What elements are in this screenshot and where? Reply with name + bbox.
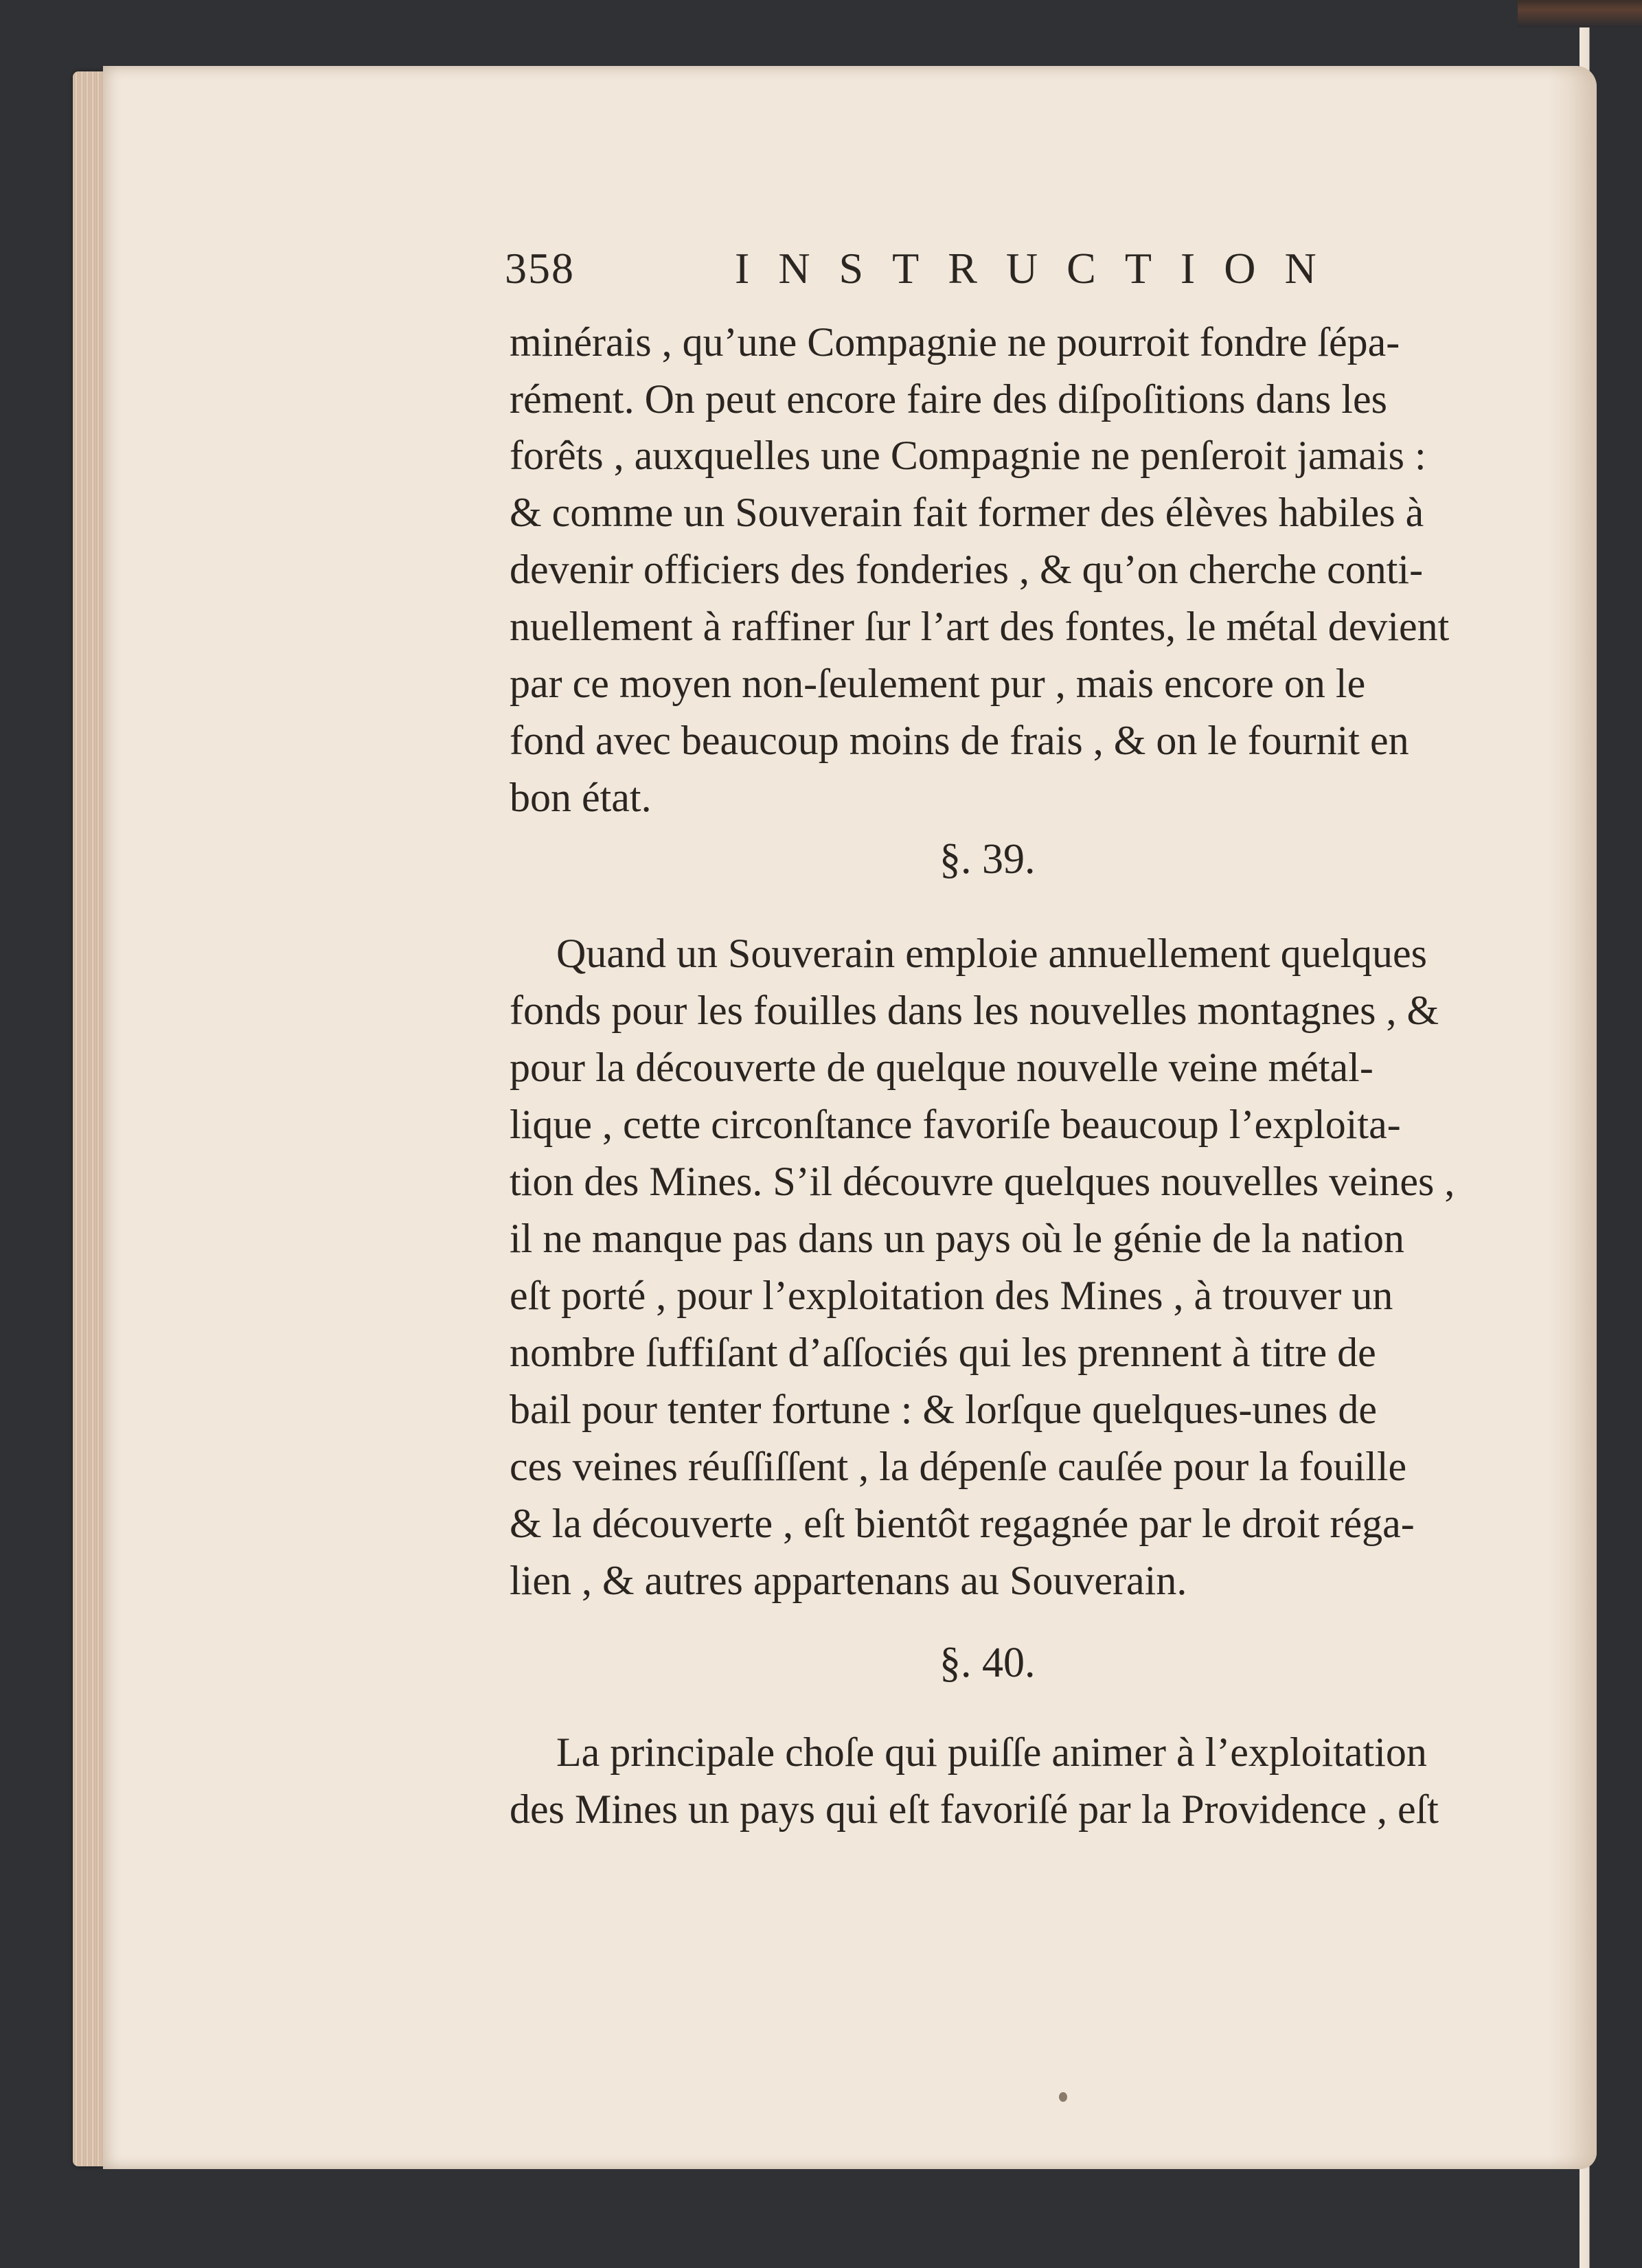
- text-line: lien , & autres appartenans au Souverain.: [510, 1558, 1187, 1603]
- text-line: La principale choſe qui puiſſe animer à l’exploitation: [556, 1730, 1427, 1775]
- gutter-shadow: [1549, 66, 1597, 2169]
- text-line: nuellement à raffiner ſur l’art des fontes, le métal devient: [510, 604, 1450, 649]
- book-cover-corner: [1518, 0, 1642, 27]
- text-line: forêts , auxquelles une Compagnie ne penſeroit jamais :: [510, 433, 1426, 478]
- text-line: nombre ſuffiſant d’aſſociés qui les prennent à titre de: [510, 1330, 1376, 1375]
- text-line: Quand un Souverain emploie annuellement quelques: [556, 931, 1427, 976]
- text-line: & comme un Souverain fait former des élèves habiles à: [510, 490, 1424, 535]
- ink-speck: [1059, 2092, 1067, 2102]
- book-page: [103, 66, 1597, 2169]
- text-line: minérais , qu’une Compagnie ne pourroit fondre ſépa-: [510, 319, 1400, 365]
- text-line: il ne manque pas dans un pays où le génie de la nation: [510, 1216, 1404, 1261]
- text-line: lique , cette circonſtance favoriſe beaucoup l’exploita-: [510, 1102, 1401, 1147]
- text-line: bail pour tenter fortune : & lorſque quelques-unes de: [510, 1387, 1377, 1432]
- text-line: fonds pour les fouilles dans les nouvelles montagnes , &: [510, 988, 1439, 1033]
- text-line: tion des Mines. S’il découvre quelques nouvelles veines ,: [510, 1159, 1455, 1204]
- text-line: devenir officiers des fonderies , & qu’on cherche conti-: [510, 547, 1424, 592]
- text-line: pour la découverte de quelque nouvelle veine métal-: [510, 1045, 1373, 1090]
- text-line: ces veines réuſſiſſent , la dépenſe cauſée pour la fouille: [510, 1444, 1407, 1489]
- page-number: 358: [505, 244, 575, 293]
- text-line: rément. On peut encore faire des diſpoſitions dans les: [510, 376, 1387, 422]
- text-line: fond avec beaucoup moins de frais , & on le fournit en: [510, 718, 1409, 763]
- text-line: eſt porté , pour l’exploitation des Mines , à trouver un: [510, 1273, 1393, 1318]
- section-heading: §. 40.: [939, 1640, 1036, 1686]
- text-line: des Mines un pays qui eſt favoriſé par la Providence , eſt: [510, 1787, 1439, 1832]
- text-line: par ce moyen non-ſeulement pur , mais encore on le: [510, 661, 1366, 706]
- text-line: bon état.: [510, 775, 652, 820]
- text-line: & la découverte , eſt bientôt regagnée par le droit réga-: [510, 1501, 1415, 1546]
- running-title: INSTRUCTION: [735, 244, 1345, 293]
- book-page-edges: [73, 71, 103, 2166]
- section-heading: §. 39.: [939, 836, 1036, 883]
